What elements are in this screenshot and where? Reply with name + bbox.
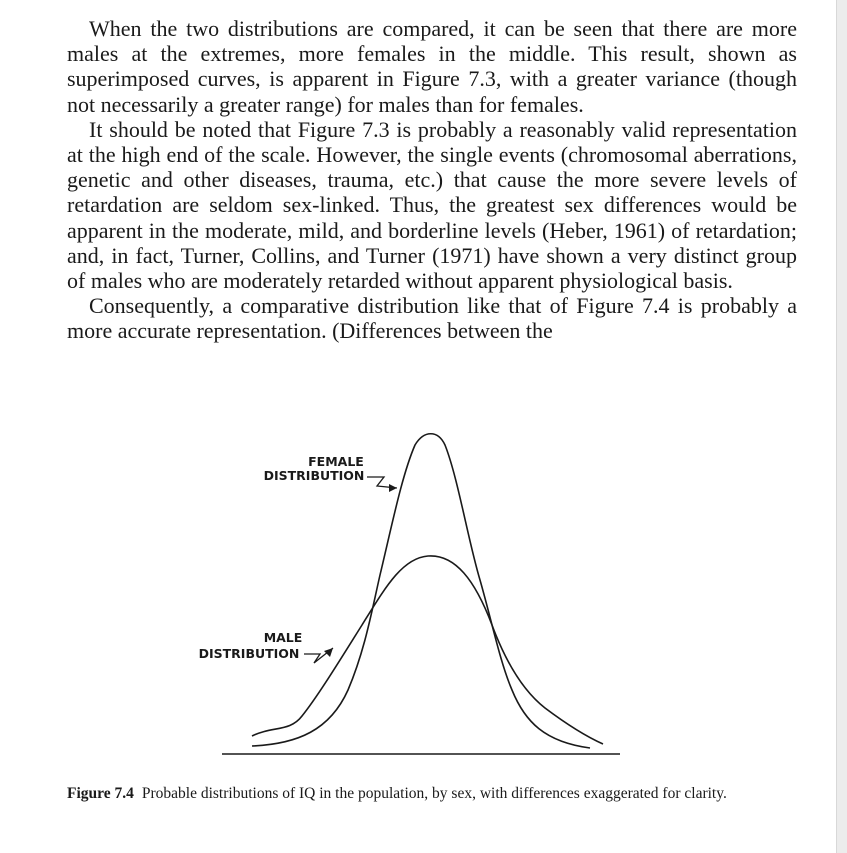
paragraph-1: When the two distributions are compared, it can be seen that there are more males at the extremes, more females in the middle. This result, shown as superimposed curves, is apparent in Figure 7.3, with a greater variance (though not necessarily a greater range) for males than for females. xyxy=(67,16,797,117)
paragraph-2: It should be noted that Figure 7.3 is probably a reasonably valid representation at the high end of the scale. However, the single events (chromosomal aberrations, genetic and other diseases, trauma, etc.) that cause the more severe levels of retardation are seldom sex-linked. Thus, the greatest sex differences would be apparent in the moderate, mild, and borderline levels (Heber, 1961) of retardation; and, in fact, Turner, Collins, and Turner (1971) have shown a very distinct group of males who are moderately retarded without apparent physiological basis. xyxy=(67,116,797,294)
caption-text: Probable distributions of IQ in the population, by sex, with differences exaggerated for clarity. xyxy=(141,785,727,802)
caption-label: Figure 7.4 xyxy=(67,785,134,802)
female-label-line-1: FEMALE xyxy=(308,454,364,469)
male-distribution-curve xyxy=(252,556,603,744)
male-label-line-2: DISTRIBUTION xyxy=(198,646,300,661)
female-arrowhead-icon xyxy=(389,484,397,492)
male-arrowhead-icon xyxy=(324,648,333,657)
male-label-line-1: MALE xyxy=(263,630,303,645)
paragraph-3: Consequently, a comparative distribution like that of Figure 7.4 is probably a more accurate representation. (Differences between the xyxy=(67,293,797,344)
figure-caption xyxy=(67,784,802,803)
female-label-line-2: DISTRIBUTION xyxy=(263,468,365,483)
